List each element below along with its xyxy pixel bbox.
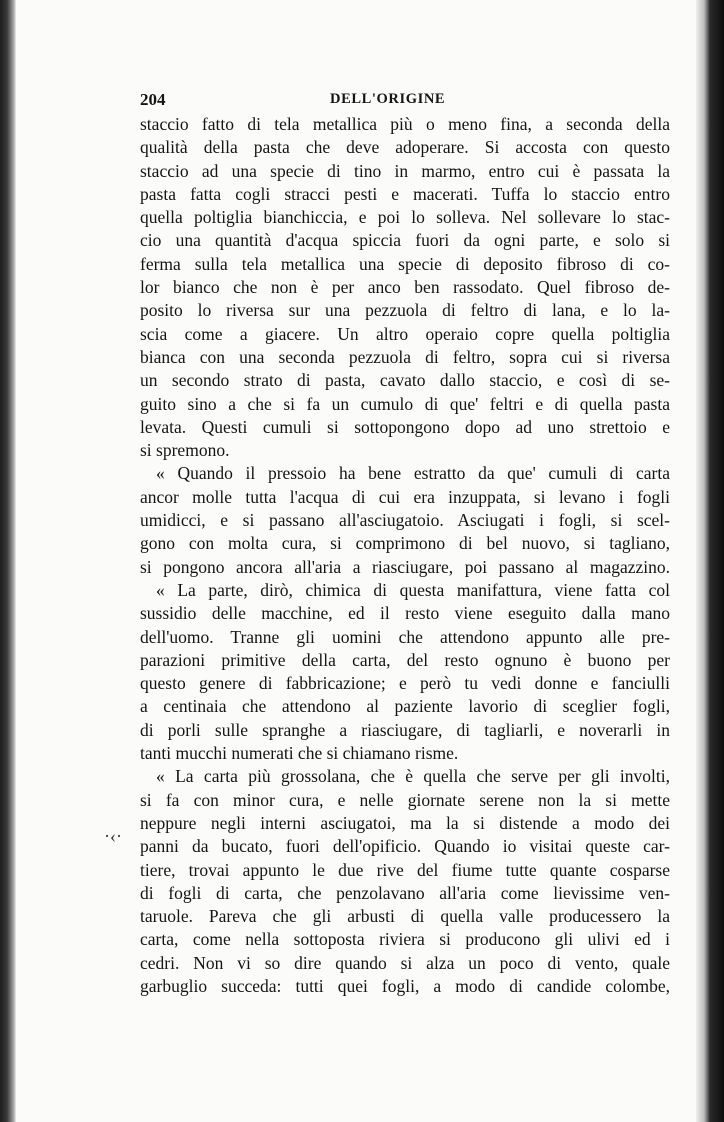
text-line: di fogli di carta, che penzolavano all'aria come lievissime ven- [140,882,670,903]
text-line: cio una quantità d'acqua spiccia fuori da ogni parte, e solo si [140,230,670,251]
text-line: tanti mucchi numerati che si chiamano risme. [140,743,459,764]
text-line: si pongono ancora all'aria a riasciugare, poi passano al magazzino. [140,556,670,577]
text-line: pasta fatta cogli stracci pesti e macerati. Tuffa lo staccio entro [140,183,670,204]
text-line: un secondo strato di pasta, cavato dallo staccio, e così di se- [140,370,670,391]
text-line: scia come a giacere. Un altro operaio copre quella poltiglia [140,323,670,344]
page-edge-shadow [696,0,724,1122]
text-line: ancor molle tutta l'acqua di cui era inzuppata, si levano i fogli [140,486,670,507]
page-header [140,90,660,112]
text-line: dell'uomo. Tranne gli uomini che attendono appunto alle pre- [140,626,670,647]
text-line: « La carta più grossolana, che è quella che serve per gli involti, [156,766,670,787]
text-line: gono con molta cura, si comprimono di bel nuovo, si tagliano, [140,533,670,554]
text-line: staccio ad una specie di tino in marmo, entro cui è passata la [140,160,670,181]
text-line: neppure negli interni asciugatoi, ma la si distende a modo dei [140,812,670,833]
text-line: cedri. Non vi so dire quando si alza un poco di vento, quale [140,952,670,973]
text-line: garbuglio succeda: tutti quei fogli, a modo di candide colombe, [140,975,670,996]
text-line: sussidio delle macchine, ed il resto viene eseguito dalla mano [140,603,670,624]
text-line: « La parte, dirò, chimica di questa manifattura, viene fatta col [156,579,670,600]
margin-mark: ·‹· [104,826,122,846]
body-text [140,113,670,998]
text-line: tiere, trovai appunto le due rive del fiume tutte quante cosparse [140,859,670,880]
text-line: guito sino a che si fa un cumulo di que' feltri e di quella pasta [140,393,670,414]
text-line: a centinaia che attendono al paziente lavorio di sceglier fogli, [140,696,670,717]
text-line: bianca con una seconda pezzuola di feltro, sopra cui si riversa [140,346,670,367]
text-line: posito lo riversa sur una pezzuola di feltro di lana, e lo la- [140,300,670,321]
text-line: staccio fatto di tela metallica più o meno fina, a seconda della [140,114,670,134]
text-line: di porli sulle spranghe a riasciugare, di tagliarli, e noverarli in [140,719,670,740]
text-line: panni da bucato, fuori dell'opificio. Quando io visitai queste car- [140,836,670,857]
text-line: ferma sulla tela metallica una specie di deposito fibroso di co- [140,253,670,274]
page-gutter-shadow [0,0,16,1122]
text-line: qualità della pasta che deve adoperare. Si accosta con questo [140,137,670,158]
running-title: DELL'ORIGINE [330,91,446,107]
text-line: questo genere di fabbricazione; e però tu vedi donne e fanciulli [140,673,670,694]
text-line: taruole. Pareva che gli arbusti di quella valle producessero la [140,906,670,927]
text-line: lor bianco che non è per anco ben rassodato. Quel fibroso de- [140,277,670,298]
page-number: 204 [140,90,166,109]
text-line: levata. Questi cumuli si sottopongono dopo ad uno strettoio e [140,416,670,437]
text-line: quella poltiglia bianchiccia, e poi lo solleva. Nel sollevare lo stac- [140,207,670,228]
text-line: si fa con minor cura, e nelle giornate serene non la si mette [140,789,670,810]
text-line: carta, come nella sottoposta riviera si producono gli ulivi ed i [140,929,670,950]
text-line: umidicci, e si passano all'asciugatoio. Asciugati i fogli, si scel- [140,510,670,531]
text-line: si spremono. [140,440,230,461]
text-line: parazioni primitive della carta, del resto ognuno è buono per [140,649,670,670]
text-line: « Quando il pressoio ha bene estratto da que' cumuli di carta [156,463,670,484]
